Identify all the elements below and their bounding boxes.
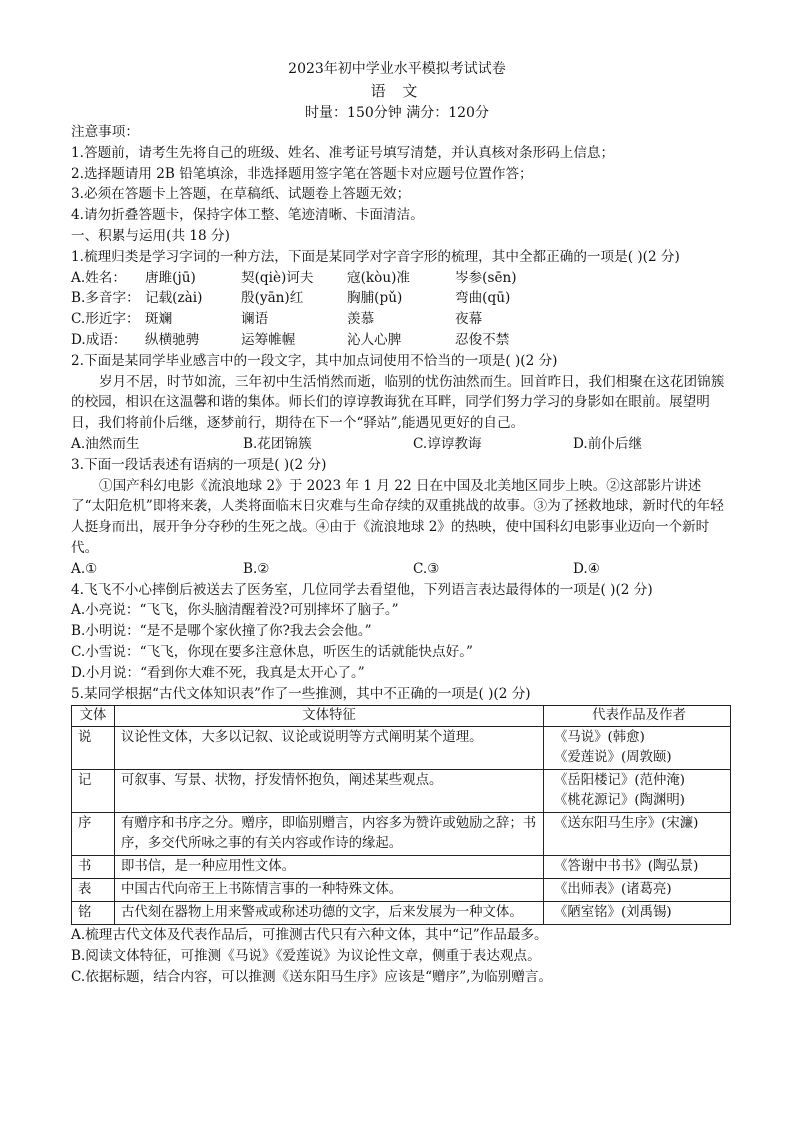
q4-option-a: A.小亮说：“飞飞，你头脑清醒着没?可别摔坏了脑子。” (71, 602, 399, 619)
q5-option-c: C.依据标题，结合内容，可以推测《送东阳马生序》应该是“赠序”,为临别赠言。 (71, 968, 553, 985)
option-word: 纵横驰骋 (145, 331, 200, 348)
option-label: D.成语： (71, 331, 127, 348)
notice-item-2: 2.选择题请用 2B 铅笔填涂，非选择题用签字笔在答题卡对应题号位置作答； (71, 165, 533, 182)
work-item: 《桃花源记》(陶渊明) (554, 793, 685, 809)
table-cell-genre: 表 (72, 879, 115, 902)
table-row (72, 902, 731, 925)
table-cell-works (544, 813, 731, 856)
work-item: 《答谢中书书》(陶弘景) (554, 859, 699, 875)
table-cell-feature: 议论性文体，大多以记叙、议论或说明等方式阐明某个道理。 (115, 727, 544, 770)
table-row (72, 770, 731, 813)
table-cell-genre: 序 (72, 813, 115, 856)
option-word: 夜幕 (455, 311, 483, 328)
table-header-row (72, 706, 731, 727)
q4-option-c: C.小雪说：“飞飞，你现在要多注意休息，听医生的话就能快点好。” (71, 643, 473, 660)
work-item: 《陋室铭》(刘禹锡) (554, 905, 672, 921)
table-cell-genre: 书 (72, 856, 115, 879)
option-word: 斑斓 (145, 311, 173, 328)
q4-option-d: D.小月说：“看到你大难不死，我真是太开心了。” (71, 664, 365, 681)
table-cell-genre: 说 (72, 727, 115, 770)
q1-option-a (71, 268, 731, 289)
table-cell-feature: 古代刻在器物上用来警戒或称述功德的文字，后来发展为一种文体。 (115, 902, 544, 925)
q1-option-c (71, 309, 731, 330)
table-cell-works (544, 879, 731, 902)
option-word: 岑参(sēn) (455, 269, 517, 286)
table-cell-works (544, 770, 731, 813)
notice-heading: 注意事项： (71, 124, 139, 140)
q2-option-d: D.前仆后继 (573, 435, 643, 452)
table-cell-works (544, 902, 731, 925)
q5-option-a: A.梳理古代文体及代表作品后，可推测古代只有六种文体，其中“记”作品最多。 (71, 927, 548, 944)
q2-options (71, 434, 731, 455)
q3-option-b: B.② (243, 560, 270, 577)
q4-option-b: B.小明说：“是不是哪个家伙撞了你?我去会会他。” (71, 623, 372, 640)
q2-option-a: A.油然而生 (71, 435, 140, 452)
option-word: 契(qiè)诃夫 (241, 269, 314, 286)
notice-item-4: 4.请勿折叠答题卡，保持字体工整、笔迹清晰、卡面清洁。 (71, 207, 424, 224)
genre-knowledge-table (71, 705, 731, 925)
work-item: 《送东阳马生序》(宋濂) (554, 816, 699, 832)
exam-header (0, 0, 794, 124)
option-word: 谰语 (241, 311, 269, 328)
table-row (72, 727, 731, 770)
q3-option-a: A.① (71, 560, 98, 577)
option-word: 寇(kòu)准 (347, 269, 410, 286)
option-label: B.多音字： (71, 290, 140, 307)
table-header-feature: 文体特征 (115, 706, 544, 727)
table-cell-feature: 可叙事、写景、状物，抒发情怀抱负，阐述某些观点。 (115, 770, 544, 813)
q1-stem: 1.梳理归类是学习字词的一种方法，下面是某同学对字音字形的梳理，其中全都正确的一项是( )(2 分) (71, 248, 680, 265)
table-header-works: 代表作品及作者 (544, 706, 731, 727)
q3-option-d: D.④ (573, 560, 600, 577)
work-item: 《岳阳楼记》(范仲淹) (554, 773, 685, 789)
q5-stem: 5.某同学根据“古代文体知识表”作了一些推测，其中不正确的一项是( )(2 分) (71, 685, 531, 702)
option-word: 羡慕 (347, 311, 375, 328)
table-cell-works (544, 856, 731, 879)
option-word: 沁人心脾 (347, 331, 402, 348)
q1-option-d (71, 330, 731, 351)
table-cell-works (544, 727, 731, 770)
q2-option-b: B.花团锦簇 (243, 435, 312, 452)
table-cell-genre: 铭 (72, 902, 115, 925)
table-header-genre: 文体 (72, 706, 115, 727)
option-word: 记载(zài) (145, 290, 203, 307)
q1-option-b (71, 288, 731, 309)
option-label: C.形近字： (71, 311, 140, 328)
option-word: 运筹帷幄 (241, 331, 296, 348)
section-title: 一、积累与运用(共 18 分) (71, 227, 230, 244)
exam-title: 2023年初中学业水平模拟考试试卷 (288, 61, 506, 77)
work-item: 《马说》(韩愈) (554, 730, 645, 746)
notice-item-3: 3.必须在答题卡上答题，在草稿纸、试题卷上答题无效； (71, 186, 411, 203)
q3-options (71, 559, 731, 580)
table-cell-feature: 即书信，是一种应用性文体。 (115, 856, 544, 879)
option-word: 弯曲(qū) (455, 290, 511, 307)
table-cell-feature: 有赠序和书序之分。赠序，即临别赠言，内容多为赞许或勉励之辞；书序，多交代所咏之事的有关内容或作诗的缘起。 (115, 813, 544, 856)
table-cell-feature: 中国古代向帝王上书陈情言事的一种特殊文体。 (115, 879, 544, 902)
option-word: 胸脯(pǔ) (347, 290, 403, 307)
q4-stem: 4.飞飞不小心摔倒后被送去了医务室，几位同学去看望他，下列语言表达最得体的一项是( )(2 分) (71, 581, 653, 598)
work-item: 《爱莲说》(周敦颐) (554, 750, 672, 766)
q2-option-c: C.谆谆教诲 (413, 435, 482, 452)
q3-option-c: C.③ (413, 560, 440, 577)
q3-stem: 3.下面一段话表述有语病的一项是( )(2 分) (71, 456, 327, 473)
work-item: 《出师表》(诸葛亮) (554, 882, 672, 898)
table-row (72, 879, 731, 902)
option-word: 忍俊不禁 (455, 331, 510, 348)
table-row (72, 813, 731, 856)
option-word: 殷(yān)红 (241, 290, 304, 307)
option-word: 唐雎(jū) (145, 269, 196, 286)
option-label: A.姓名： (71, 269, 126, 286)
q5-option-b: B.阅读文体特征，可推测《马说》《爱莲说》为议论性文章，侧重于表达观点。 (71, 948, 541, 965)
exam-subject: 语 文 (370, 82, 424, 100)
q3-passage: ①国产科幻电影《流浪地球 2》于 2023 年 1 月 22 日在中国及北美地区同步上映。②这部影片讲述了“太阳危机”即将来袭，人类将面临末日灾难与生命存续的双重挑战的故事。③为了拯救地球，新时代的年轻人挺身而出，展开争分夺秒的生死之战。④由于《流浪地球 2》的热映，使中国科幻电影事业迈向一个新时代。 (71, 477, 724, 556)
table-cell-genre: 记 (72, 770, 115, 813)
exam-meta: 时量：150分钟 满分：120分 (305, 105, 489, 121)
q2-stem: 2.下面是某同学毕业感言中的一段文字，其中加点词使用不恰当的一项是( )(2 分) (71, 352, 558, 369)
notice-item-1: 1.答题前，请考生先将自己的班级、姓名、准考证号填写清楚，并认真核对条形码上信息； (71, 144, 615, 161)
table-row (72, 856, 731, 879)
exam-content (71, 122, 731, 988)
q2-passage: 岁月不居，时节如流，三年初中生活悄然而逝，临别的忧伤油然而生。回首昨日，我们相聚在这花团锦簇的校园，相识在这温馨和谐的集体。师长们的谆谆教诲犹在耳畔，同学们努力学习的身影如在眼前。展望明日，我们将前仆后继，逐梦前行，期待在下一个“驿站”,能遇见更好的自己。 (71, 373, 725, 432)
